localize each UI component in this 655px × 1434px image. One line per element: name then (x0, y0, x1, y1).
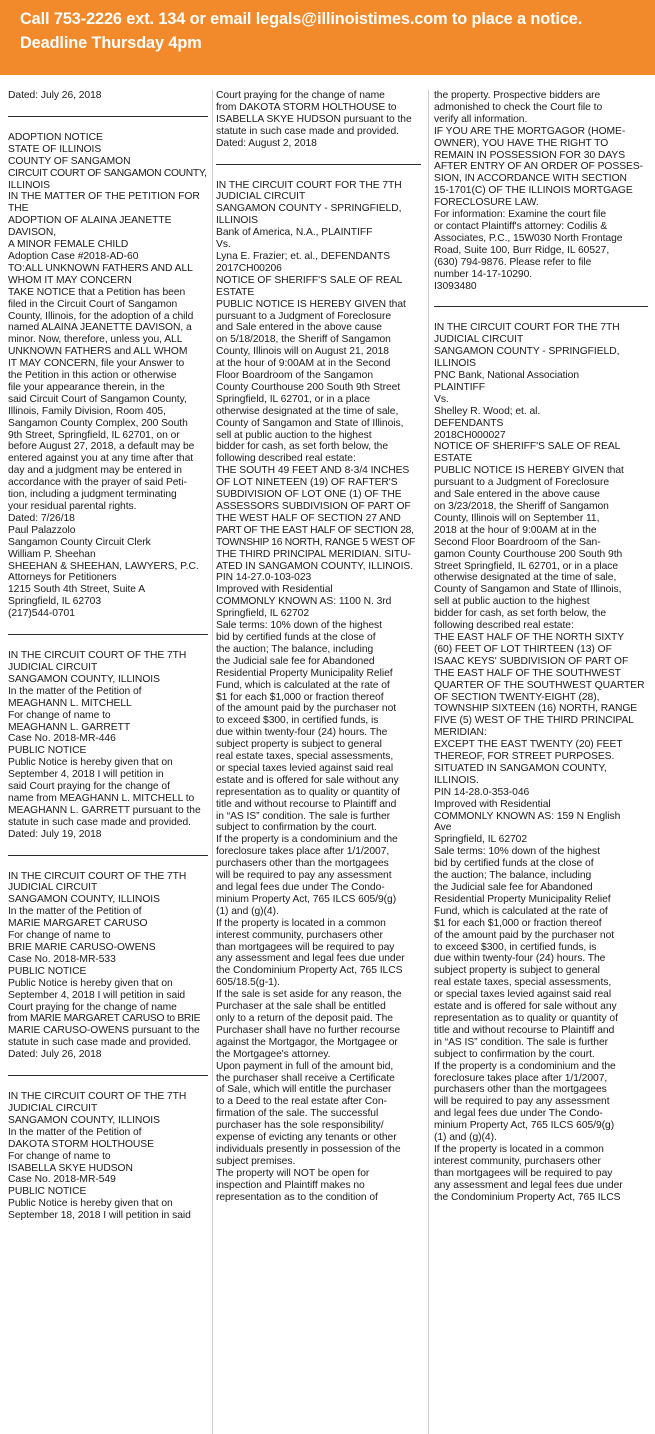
notice-line: representation as to the condition of (216, 1191, 378, 1203)
notice-line: estate and is offered for sale without any (216, 774, 399, 786)
notice-line: County Courthouse 200 South 9th Street (216, 381, 401, 393)
notice-line: Lyna E. Frazier; et. al., DEFENDANTS (216, 250, 391, 262)
legal-notice (434, 90, 648, 292)
notice-line: minium Property Act, 765 ILCS 605/9(g) (434, 1120, 615, 1132)
notice-line: AFTER ENTRY OF AN ORDER OF POSSES- (434, 161, 644, 173)
notice-separator (8, 855, 208, 856)
notice-line: Shelley R. Wood; et. al. (434, 405, 541, 417)
notice-line: ILLINOIS (434, 358, 476, 370)
notice-line: DEFENDANTS (434, 417, 504, 429)
notice-line: MEAGHANN L. MITCHELL (8, 697, 132, 709)
notice-line: the auction; The balance, including (216, 643, 374, 655)
notice-line: ADOPTION OF ALAINA JEANETTE (8, 215, 172, 227)
notice-line: foreclosure takes place after 1/1/2007, (216, 846, 390, 858)
notice-line: minor. Now, therefore, unless you, ALL (8, 334, 183, 346)
notice-line: In the matter of the Petition of (8, 906, 142, 918)
notice-line: in “AS IS” condition. The sale is further (434, 1036, 609, 1048)
notice-line: A MINOR FEMALE CHILD (8, 239, 129, 251)
legal-notice (8, 132, 208, 620)
notice-line: said Circuit Court of Sangamon County, (8, 393, 187, 405)
notice-line: SANGAMON COUNTY - SPRINGFIELD, (216, 203, 402, 215)
notice-line: inspection and Plaintiff makes no (216, 1179, 365, 1191)
notice-line: If the property is located in a common (216, 917, 386, 929)
notice-line: verify all information. (434, 113, 528, 125)
notice-line: (217)544-0701 (8, 608, 75, 620)
notice-line: JUDICIAL CIRCUIT (8, 882, 98, 894)
notice-line: estate and is offered for sale without any (434, 1001, 617, 1013)
notice-line: Sale terms: 10% down of the highest (216, 620, 382, 632)
notice-line: ESTATE (216, 286, 255, 298)
notice-line: Dated: August 2, 2018 (216, 137, 317, 149)
notice-line: NOTICE OF SHERIFF'S SALE OF REAL (434, 441, 621, 453)
notice-line: THE EAST HALF OF THE SOUTHWEST (434, 667, 621, 679)
notice-line: MEAGHANN L. GARRETT (8, 721, 131, 733)
notice-line: Street Springfield, IL 62701, or in a place (434, 560, 619, 572)
notice-line: If the property is located in a common (434, 1143, 604, 1155)
notice-line: PART OF THE EAST HALF OF SECTION 28, (216, 524, 414, 536)
notice-line: admonished to check the Court file to (434, 101, 603, 113)
notice-line: or special taxes levied against said real (216, 762, 394, 774)
legal-notice (8, 871, 208, 1062)
notice-line: subject property is subject to general (216, 739, 382, 751)
notice-line: REMAIN IN POSSESSION FOR 30 DAYS (434, 149, 626, 161)
notice-line: of the amount paid by the purchaser not (216, 703, 397, 715)
notice-line: title and without recourse to Plaintiff and (216, 798, 397, 810)
notice-line: Residential Property Municipality Relief (434, 893, 611, 905)
notice-line: firmation of the sale. The successful (216, 1108, 379, 1120)
notice-line: subject property is subject to general (434, 965, 600, 977)
notice-line: (1) and (g)(4). (434, 1132, 497, 1144)
notice-separator (8, 634, 208, 635)
notice-line: THE EAST HALF OF THE NORTH SIXTY (434, 631, 625, 643)
notice-line: the Petition in this action or otherwise (8, 370, 177, 382)
notice-line: MARIE CARUSO-OWENS pursuant to the (8, 1025, 200, 1037)
notice-line: bidder for cash, as set forth below, the (216, 441, 389, 453)
notice-line: 1215 South 4th Street, Suite A (8, 584, 146, 596)
notice-line: I3093480 (434, 280, 477, 292)
notice-line: subject to confirmation by the court. (216, 822, 377, 834)
notice-line: In the matter of the Petition of (8, 1126, 142, 1138)
header-contact-line: Call 753-2226 ext. 134 or email legals@illinoistimes.com to place a notice. (20, 10, 583, 28)
notice-line: following described real estate: (216, 453, 356, 465)
notice-line: OF LOT NINETEEN (19) OF RAFTER'S (216, 477, 398, 489)
notice-line: Public Notice is hereby given that on (8, 977, 173, 989)
notice-line: and Sale entered in the above cause (216, 322, 382, 334)
notice-line: Adoption Case #2018-AD-60 (8, 250, 139, 262)
notice-line: on 3/23/2018, the Sheriff of Sangamon (434, 501, 609, 512)
legal-notice (8, 650, 208, 841)
notice-line: PUBLIC NOTICE (8, 745, 87, 757)
notice-line: any assessment and legal fees due under (216, 953, 405, 965)
notice-line: Residential Property Municipality Relief (216, 667, 393, 679)
notice-line: statute in such case made and provided. (8, 1037, 191, 1049)
notice-line: only to a return of the deposit paid. The (216, 1012, 393, 1024)
notice-line: 15-1701(C) OF THE ILLINOIS MORTGAGE (434, 185, 633, 197)
notice-line: due within twenty-four (24) hours. The (434, 953, 606, 965)
notice-line: ILLINOIS (216, 215, 258, 227)
notice-line: from DAKOTA STORM HOLTHOUSE to (216, 101, 397, 113)
notice-line: For change of name to (8, 709, 111, 721)
notice-line: subject to confirmation by the court. (434, 1048, 595, 1060)
notice-line: Upon payment in full of the amount bid, (216, 1060, 394, 1072)
notice-line: bid by certified funds at the close of (216, 631, 376, 643)
notice-line: September 4, 2018 I will petition in said (8, 989, 186, 1001)
notice-line: 605/18.5(g-1). (216, 977, 280, 989)
notice-line: 2017CH00206 (216, 262, 282, 274)
notice-line: TOWNSHIP 16 NORTH, RANGE 5 WEST OF (216, 536, 416, 548)
notice-line: SANGAMON COUNTY, ILLINOIS (8, 673, 160, 685)
notice-line: to exceed $300, in certified funds, is (216, 715, 379, 727)
notice-line: ATED IN SANGAMON COUNTY, ILLINOIS. (216, 560, 414, 572)
notice-line: SANGAMON COUNTY, ILLINOIS (8, 894, 160, 906)
notice-line: the Judicial sale fee for Abandoned (434, 882, 593, 893)
notice-line: TAKE NOTICE that a Petition has been (8, 286, 186, 298)
notice-line: COUNTY OF SANGAMON (8, 155, 131, 167)
notice-line: expense of evicting any tenants or other (216, 1132, 397, 1144)
notice-line: PIN 14-28.0-353-046 (434, 786, 530, 798)
notice-line: SITUATED IN SANGAMON COUNTY, (434, 762, 607, 774)
column-1 (8, 90, 208, 1434)
notice-line: of the amount paid by the purchaser not (434, 929, 615, 941)
notice-line: representation as to quality or quantity of (434, 1012, 618, 1024)
notice-line: Court praying for the change of name (8, 1001, 177, 1013)
notice-line: purchasers other than the mortgagees (216, 858, 389, 870)
header-deadline-line: Deadline Thursday 4pm (20, 34, 202, 52)
notice-line: (1) and (g)(4). (216, 905, 279, 917)
notice-line: Illinois, Family Division, Room 405, (8, 405, 166, 417)
notice-line: UNKNOWN FATHERS and ALL WHOM (8, 346, 188, 358)
notice-line: Attorneys for Petitioners (8, 572, 117, 584)
notice-line: against the Mortgagor, the Mortgagee or (216, 1036, 398, 1048)
notice-line: the Condominium Property Act, 765 ILCS (216, 965, 403, 977)
notice-separator (8, 116, 208, 117)
notice-line: filed in the Circuit Court of Sangamon (8, 298, 178, 310)
notice-line: Case No. 2018-MR-533 (8, 953, 116, 965)
notice-line: EXCEPT THE EAST TWENTY (20) FEET (434, 739, 623, 751)
notice-line: Ave (434, 822, 452, 834)
legal-notice (216, 180, 421, 1204)
notice-line: PUBLIC NOTICE IS HEREBY GIVEN that (216, 298, 406, 310)
notice-line: County, Illinois will on August 21, 2018 (216, 346, 389, 358)
notice-line: Springfield, IL 62702 (216, 608, 310, 620)
notice-line: Purchaser shall have no further recourse (216, 1024, 401, 1036)
notice-line: OF SECTION TWENTY-EIGHT (28), (434, 691, 600, 703)
column-2 (216, 90, 421, 1434)
notice-line: William P. Sheehan (8, 548, 96, 560)
notice-line: 2018 at the hour of 9:00AM at in the (434, 524, 597, 536)
column-divider (428, 90, 429, 1434)
notice-line: IF YOU ARE THE MORTGAGOR (HOME- (434, 125, 626, 137)
notice-line: Dated: July 26, 2018 (8, 90, 102, 101)
notice-line: Case No. 2018-MR-446 (8, 733, 116, 745)
notice-line: title and without recourse to Plaintiff and (434, 1024, 615, 1036)
notice-line: purchaser has the sole responsibility/ (216, 1120, 384, 1132)
notice-line: Improved with Residential (434, 798, 551, 810)
notice-line: Paul Palazzolo (8, 524, 76, 536)
notice-line: 9th Street, Springfield, IL 62701, on or (8, 429, 180, 441)
notice-line: statute in such case made and provided. (216, 125, 399, 137)
notice-line: any assessment and legal fees due under (434, 1179, 623, 1191)
notice-line: purchasers other than the mortgagees (434, 1084, 607, 1096)
notice-line: foreclosure takes place after 1/1/2007, (434, 1072, 608, 1084)
notice-line: said Court praying for the change of (8, 781, 170, 793)
notice-line: IN THE CIRCUIT COURT FOR THE 7TH (434, 322, 620, 334)
notice-line: JUDICIAL CIRCUIT (216, 191, 306, 203)
notice-line: TO:ALL UNKNOWN FATHERS AND ALL (8, 262, 193, 274)
notice-line: ESTATE (434, 453, 473, 465)
legal-notice (8, 1091, 208, 1222)
notice-line: number 14-17-10290. (434, 268, 533, 280)
notice-line: JUDICIAL CIRCUIT (434, 334, 524, 346)
notice-line: to exceed $300, in certified funds, is (434, 941, 597, 953)
notice-line: Road, Suite 100, Burr Ridge, IL 60527, (434, 244, 610, 256)
notice-line: or contact Plaintiff's attorney: Codilis & (434, 220, 608, 232)
notice-separator (8, 1075, 208, 1076)
notice-line: bid by certified funds at the close of (434, 858, 594, 870)
notice-line: at the hour of 9:00AM at in the Second (216, 358, 391, 370)
notice-line: file your appearance therein, in the (8, 381, 165, 393)
notice-line: ILLINOIS (8, 179, 50, 191)
notice-line: QUARTER OF THE SOUTHWEST QUARTER (434, 679, 645, 691)
notice-line: pursuant to a Judgment of Foreclosure (434, 477, 610, 489)
notice-line: CIRCUIT COURT OF SANGAMON COUNTY, (8, 167, 207, 179)
notice-line: the Condominium Property Act, 765 ILCS (434, 1191, 621, 1203)
notice-line: IN THE CIRCUIT COURT OF THE 7TH (8, 870, 187, 882)
notice-line: tion, including a judgment terminating (8, 489, 177, 501)
notice-line: 2018CH000027 (434, 429, 506, 441)
notice-line: Fund, which is calculated at the rate of (434, 905, 608, 917)
notice-line: BRIE MARIE CARUSO-OWENS (8, 942, 156, 953)
notice-line: MEAGHANN L. GARRETT pursuant to the (8, 804, 201, 816)
notice-line: Springfield, IL 62702 (434, 834, 528, 846)
notice-line: THE (8, 203, 29, 215)
notice-line: For change of name to (8, 930, 111, 942)
notice-line: JUDICIAL CIRCUIT (8, 661, 98, 673)
notice-line: the Judicial sale fee for Abandoned (216, 655, 375, 667)
notice-line: due within twenty-four (24) hours. The (216, 727, 388, 739)
notice-line: IN THE CIRCUIT COURT FOR THE 7TH (216, 179, 402, 191)
notice-line: to a Deed to the real estate after Con- (216, 1096, 387, 1108)
notice-line: Dated: July 26, 2018 (8, 1049, 102, 1061)
notice-line: (630) 794-9876. Please refer to file (434, 256, 592, 268)
column-divider (212, 90, 213, 1434)
notice-line: otherwise designated at the time of sale, (216, 405, 399, 417)
notice-line: Fund, which is calculated at the rate of (216, 679, 390, 691)
notice-line: Dated: July 19, 2018 (8, 828, 102, 840)
notice-line: MERIDIAN: (434, 727, 487, 739)
notice-line: interest community, purchasers other (216, 929, 383, 941)
notice-line: sell at public auction to the highest (216, 429, 372, 441)
notice-line: before August 27, 2018, a default may be (8, 441, 195, 453)
notice-line: $1 for each $1,000 or fraction thereof (216, 691, 384, 703)
notice-line: PUBLIC NOTICE (8, 965, 87, 977)
notice-line: Floor Boardroom of the Sangamon (216, 370, 373, 382)
notice-line: For information: Examine the court file (434, 209, 607, 221)
notice-line: In the matter of the Petition of (8, 685, 142, 697)
notice-line: DAVISON, (8, 227, 57, 239)
notice-line: (60) FEET OF LOT THIRTEEN (13) OF (434, 643, 612, 655)
notice-line: JUDICIAL CIRCUIT (8, 1102, 98, 1114)
notice-line: PUBLIC NOTICE IS HEREBY GIVEN that (434, 465, 624, 477)
notice-line: PUBLIC NOTICE (8, 1186, 87, 1198)
notice-line: Springfield, IL 62701, or in a place (216, 393, 371, 405)
notice-line: September 18, 2018 I will petition in said (8, 1210, 191, 1222)
notice-line: SUBDIVISION OF LOT ONE (1) OF THE (216, 489, 402, 501)
notice-line: of Sale, which will entitle the purchaser (216, 1084, 392, 1096)
notice-line: the auction; The balance, including (434, 870, 592, 882)
notice-line: Bank of America, N.A., PLAINTIFF (216, 227, 373, 239)
notice-line: PIN 14-27.0-103-023 (216, 572, 312, 584)
notice-line: the Mortgagee's attorney. (216, 1048, 331, 1060)
notice-line: than mortgagees will be required to pay (216, 941, 395, 953)
notice-line: from MARIE MARGARET CARUSO to BRIE (8, 1013, 201, 1025)
notice-line: pursuant to a Judgment of Foreclosure (216, 310, 392, 322)
notice-line: representation as to quality or quantity of (216, 786, 400, 798)
legal-notice (216, 90, 421, 150)
notice-line: and legal fees due under The Condo- (434, 1108, 603, 1120)
notice-line: If the property is a condominium and the (216, 834, 398, 846)
notice-line: name from MEAGHANN L. MITCHELL to (8, 792, 195, 804)
notice-line: IN THE MATTER OF THE PETITION FOR (8, 191, 200, 203)
notice-line: Dated: 7/26/18 (8, 512, 75, 524)
notice-line: IN THE CIRCUIT COURT OF THE 7TH (8, 1091, 187, 1103)
notice-line: ADOPTION NOTICE (8, 131, 103, 143)
notice-line: will be required to pay any assessment (216, 870, 392, 882)
notice-line: OWNER), YOU HAVE THE RIGHT TO (434, 137, 609, 149)
notice-line: Springfield, IL 62703 (8, 596, 102, 608)
notice-line: ILLINOIS. (434, 774, 479, 786)
notice-line: and legal fees due under The Condo- (216, 882, 385, 893)
notice-line: individuals presently in possession of the (216, 1143, 401, 1155)
notice-line: real estate taxes, special assessments, (216, 751, 394, 763)
notice-line: NOTICE OF SHERIFF'S SALE OF REAL (216, 274, 403, 286)
notice-line: Vs. (434, 393, 449, 405)
notice-line: FORECLOSURE LAW. (434, 197, 539, 209)
notice-line: ASSESSORS SUBDIVISION OF PART OF (216, 501, 411, 512)
notice-line: Purchaser at the sale shall be entitled (216, 1001, 386, 1013)
notice-line: COMMONLY KNOWN AS: 159 N English (434, 810, 621, 822)
notice-line: Sangamon County Complex, 200 South (8, 417, 188, 429)
notice-line: County, Illinois will on September 11, (434, 512, 600, 524)
notice-line: TOWNSHIP SIXTEEN (16) NORTH, RANGE (434, 703, 638, 715)
notice-line: SHEEHAN & SHEEHAN, LAWYERS, P.C. (8, 560, 199, 572)
notice-line: FIVE (5) WEST OF THE THIRD PRINCIPAL (434, 715, 634, 727)
notice-line: real estate taxes, special assessments, (434, 977, 612, 989)
header-banner (0, 0, 655, 75)
notice-line: IN THE CIRCUIT COURT OF THE 7TH (8, 650, 187, 662)
notice-line: THE THIRD PRINCIPAL MERIDIAN. SITU- (216, 548, 411, 560)
notice-line: COMMONLY KNOWN AS: 1100 N. 3rd (216, 596, 392, 608)
notice-line: THEREOF, FOR STREET PURPOSES. (434, 751, 615, 763)
notice-line: The property will NOT be open for (216, 1167, 370, 1179)
legal-notice (434, 322, 648, 1203)
notice-line: named ALAINA JEANETTE DAVISON, a (8, 322, 192, 334)
notice-line: ISABELLA SKYE HUDSON pursuant to the (216, 113, 412, 125)
notice-line: following described real estate: (434, 620, 574, 632)
notice-separator (434, 306, 648, 307)
notice-line: in “AS IS” condition. The sale is further (216, 810, 391, 822)
notice-line: Vs. (216, 239, 231, 251)
notice-line: Sale terms: 10% down of the highest (434, 846, 600, 858)
legal-notice (8, 90, 208, 102)
notice-line: IT MAY CONCERN, file your Answer to (8, 358, 185, 370)
notice-line: SANGAMON COUNTY, ILLINOIS (8, 1114, 160, 1126)
notice-line: Second Floor Boardroom of the San- (434, 536, 601, 548)
notice-line: subject premises. (216, 1155, 296, 1167)
notice-line: ISAAC KEYS' SUBDIVISION OF PART OF (434, 655, 629, 667)
notice-line: the purchaser shall receive a Certificate (216, 1072, 395, 1084)
notice-line: your residual parental rights. (8, 501, 137, 512)
notice-line: THE SOUTH 49 FEET AND 8-3/4 INCHES (216, 465, 410, 477)
notice-line: DAKOTA STORM HOLTHOUSE (8, 1138, 154, 1150)
notice-line: SANGAMON COUNTY - SPRINGFIELD, (434, 346, 620, 358)
notice-line: gamon County Courthouse 200 South 9th (434, 548, 623, 560)
notice-line: Public Notice is hereby given that on (8, 1198, 173, 1210)
notice-line: or special taxes levied against said real (434, 989, 612, 1001)
notice-line: Public Notice is hereby given that on (8, 757, 173, 769)
notice-line: Sangamon County Circuit Clerk (8, 536, 151, 548)
notice-line: ISABELLA SKYE HUDSON (8, 1162, 133, 1174)
notice-line: accordance with the prayer of said Peti- (8, 477, 187, 489)
notice-line: THE WEST HALF OF SECTION 27 AND (216, 512, 401, 524)
notice-line: Associates, P.C., 15W030 North Frontage (434, 232, 623, 244)
notice-separator (216, 164, 421, 165)
notice-line: will be required to pay any assessment (434, 1096, 610, 1108)
column-3 (434, 90, 648, 1434)
notice-line: day and a judgment may be entered in (8, 465, 182, 477)
notice-line: Court praying for the change of name (216, 90, 385, 101)
notice-line: bidder for cash, as set forth below, the (434, 608, 607, 620)
notice-line: interest community, purchasers other (434, 1155, 601, 1167)
notice-line: the property. Prospective bidders are (434, 90, 601, 101)
notice-line: For change of name to (8, 1150, 111, 1162)
notice-line: sell at public auction to the highest (434, 596, 590, 608)
notice-line: PNC Bank, National Association (434, 370, 580, 382)
notice-line: September 4, 2018 I will petition in (8, 769, 164, 781)
notice-line: and Sale entered in the above cause (434, 489, 600, 501)
notice-line: If the sale is set aside for any reason, the (216, 989, 402, 1001)
notice-line: PLAINTIFF (434, 381, 486, 393)
notice-line: on 5/18/2018, the Sheriff of Sangamon (216, 334, 391, 346)
notice-line: County of Sangamon and State of Illinois, (434, 584, 622, 596)
notice-line: If the property is a condominium and the (434, 1060, 616, 1072)
notice-line: entered against you at any time after that (8, 453, 194, 465)
notice-line: minium Property Act, 765 ILCS 605/9(g) (216, 893, 397, 905)
notice-line: MARIE MARGARET CARUSO (8, 918, 148, 930)
notice-line: Improved with Residential (216, 584, 333, 596)
notice-line: County, Illinois, for the adoption of a child (8, 310, 194, 322)
notice-line: otherwise designated at the time of sale, (434, 572, 617, 584)
notice-line: County of Sangamon and State of Illinois, (216, 417, 404, 429)
notice-line: than mortgagees will be required to pay (434, 1167, 613, 1179)
notice-line: SION, IN ACCORDANCE WITH SECTION (434, 173, 627, 185)
notice-line: statute in such case made and provided. (8, 816, 191, 828)
notice-line: WHOM IT MAY CONCERN (8, 274, 132, 286)
notice-line: Case No. 2018-MR-549 (8, 1174, 116, 1186)
notice-line: $1 for each $1,000 or fraction thereof (434, 917, 602, 929)
notice-line: STATE OF ILLINOIS (8, 143, 102, 155)
